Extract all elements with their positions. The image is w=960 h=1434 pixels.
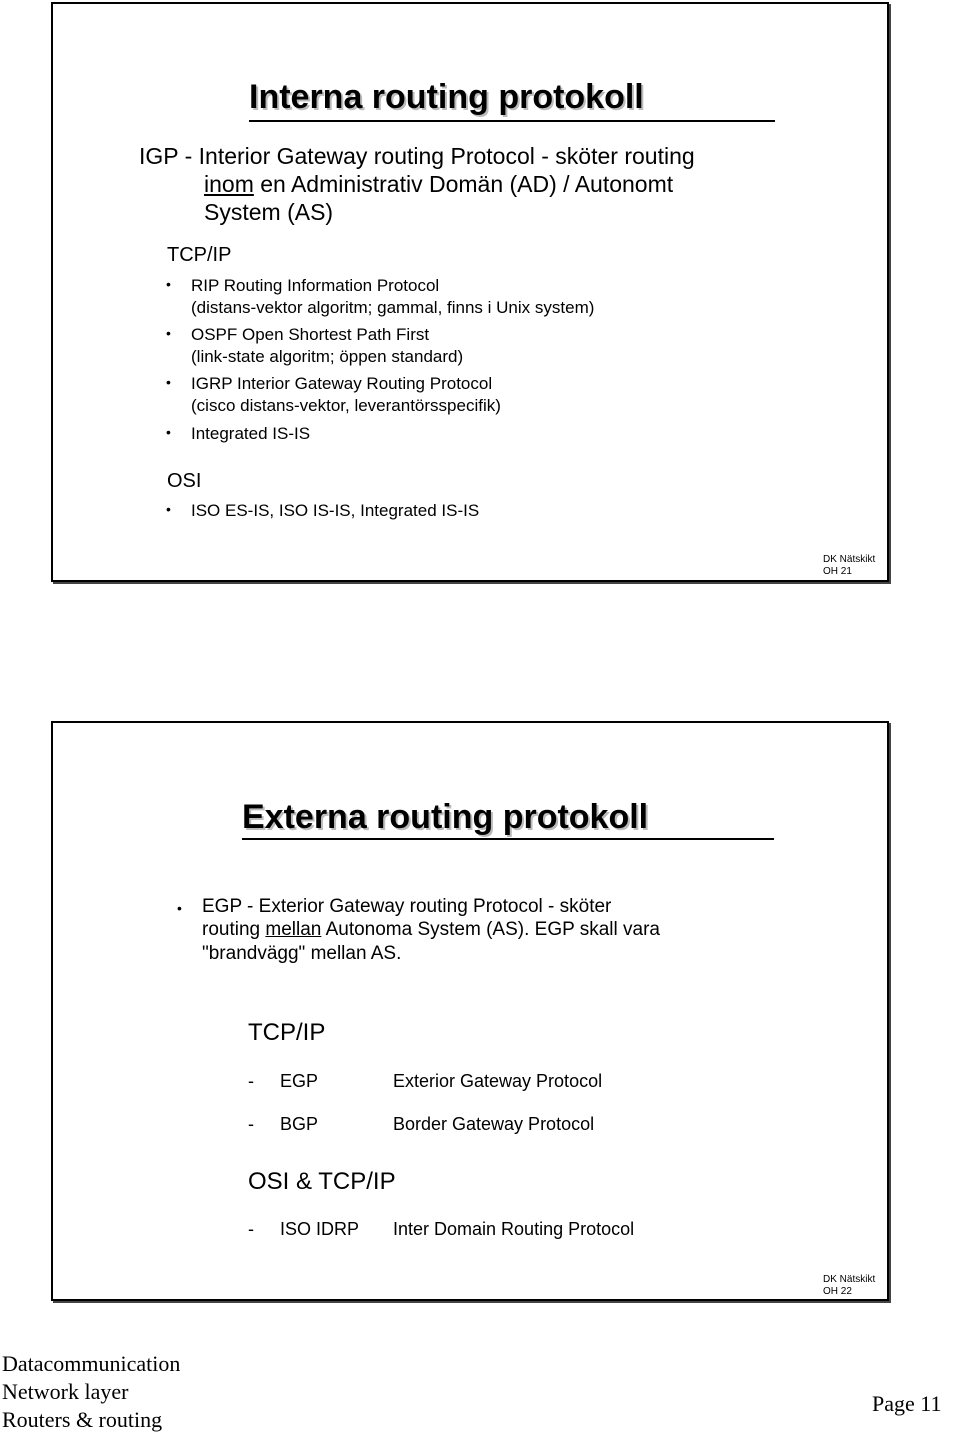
title-underline	[242, 838, 774, 840]
slide-footer: DK Nätskikt OH 21	[823, 554, 876, 577]
tcpip-heading: TCP/IP	[167, 244, 232, 266]
slide-oh21	[51, 2, 889, 582]
page-number: Page 11	[872, 1391, 942, 1416]
bullet-dot: •	[166, 374, 171, 390]
bullet-dot: •	[177, 900, 182, 916]
slide-title: Externa routing protokoll	[242, 798, 649, 836]
row-abbr: EGP	[280, 1071, 319, 1091]
title-underline	[249, 120, 775, 122]
osi-tcpip-heading: OSI & TCP/IP	[248, 1168, 396, 1195]
row-name: Border Gateway Protocol	[393, 1114, 595, 1134]
list-item-line1: IGRP Interior Gateway Routing Protocol	[191, 374, 493, 393]
list-item-line1: OSPF Open Shortest Path First	[191, 325, 430, 344]
egp-line-1: EGP - Exterior Gateway routing Protocol - sköter	[202, 896, 612, 917]
osi-list-item: ISO ES-IS, ISO IS-IS, Integrated IS-IS	[191, 501, 480, 520]
tcpip-heading: TCP/IP	[248, 1019, 326, 1046]
document-footer: Datacommunication Network layer Routers & routing	[2, 1351, 181, 1432]
list-item-line2: (link-state algoritm; öppen standard)	[191, 347, 464, 366]
slide-oh22	[51, 721, 889, 1301]
osi-heading: OSI	[167, 470, 202, 492]
row-dash: -	[248, 1071, 254, 1091]
underlined-word-inom: inom	[204, 171, 254, 197]
bullet-dot: •	[166, 424, 171, 440]
bullet-dot: •	[166, 325, 171, 341]
bullet-dot: •	[166, 276, 171, 292]
intro-line-1: IGP - Interior Gateway routing Protocol - sköter routing	[139, 143, 695, 169]
egp-line-3: "brandvägg" mellan AS.	[202, 943, 402, 964]
row-dash: -	[248, 1219, 254, 1239]
list-item-line1: Integrated IS-IS	[191, 424, 311, 443]
underlined-word-mellan: mellan	[265, 919, 322, 940]
row-abbr: BGP	[280, 1114, 319, 1134]
row-name: Inter Domain Routing Protocol	[393, 1219, 635, 1239]
slide-footer: DK Nätskikt OH 22	[823, 1274, 876, 1297]
bullet-dot: •	[166, 501, 171, 517]
list-item-line1: RIP Routing Information Protocol	[191, 276, 440, 295]
slide-title: Interna routing protokoll	[249, 78, 644, 116]
row-abbr: ISO IDRP	[280, 1219, 360, 1239]
intro-line-3: System (AS)	[204, 199, 334, 225]
list-item-line2: (distans-vektor algoritm; gammal, finns i Unix system)	[191, 298, 595, 317]
list-item-line2: (cisco distans-vektor, leverantörsspecifik)	[191, 396, 501, 415]
row-dash: -	[248, 1114, 254, 1134]
row-name: Exterior Gateway Protocol	[393, 1071, 603, 1091]
intro-line-2: inom en Administrativ Domän (AD) / Autonomt	[204, 171, 674, 197]
egp-line-2: routing mellan Autonoma System (AS). EGP skall vara	[202, 919, 660, 940]
